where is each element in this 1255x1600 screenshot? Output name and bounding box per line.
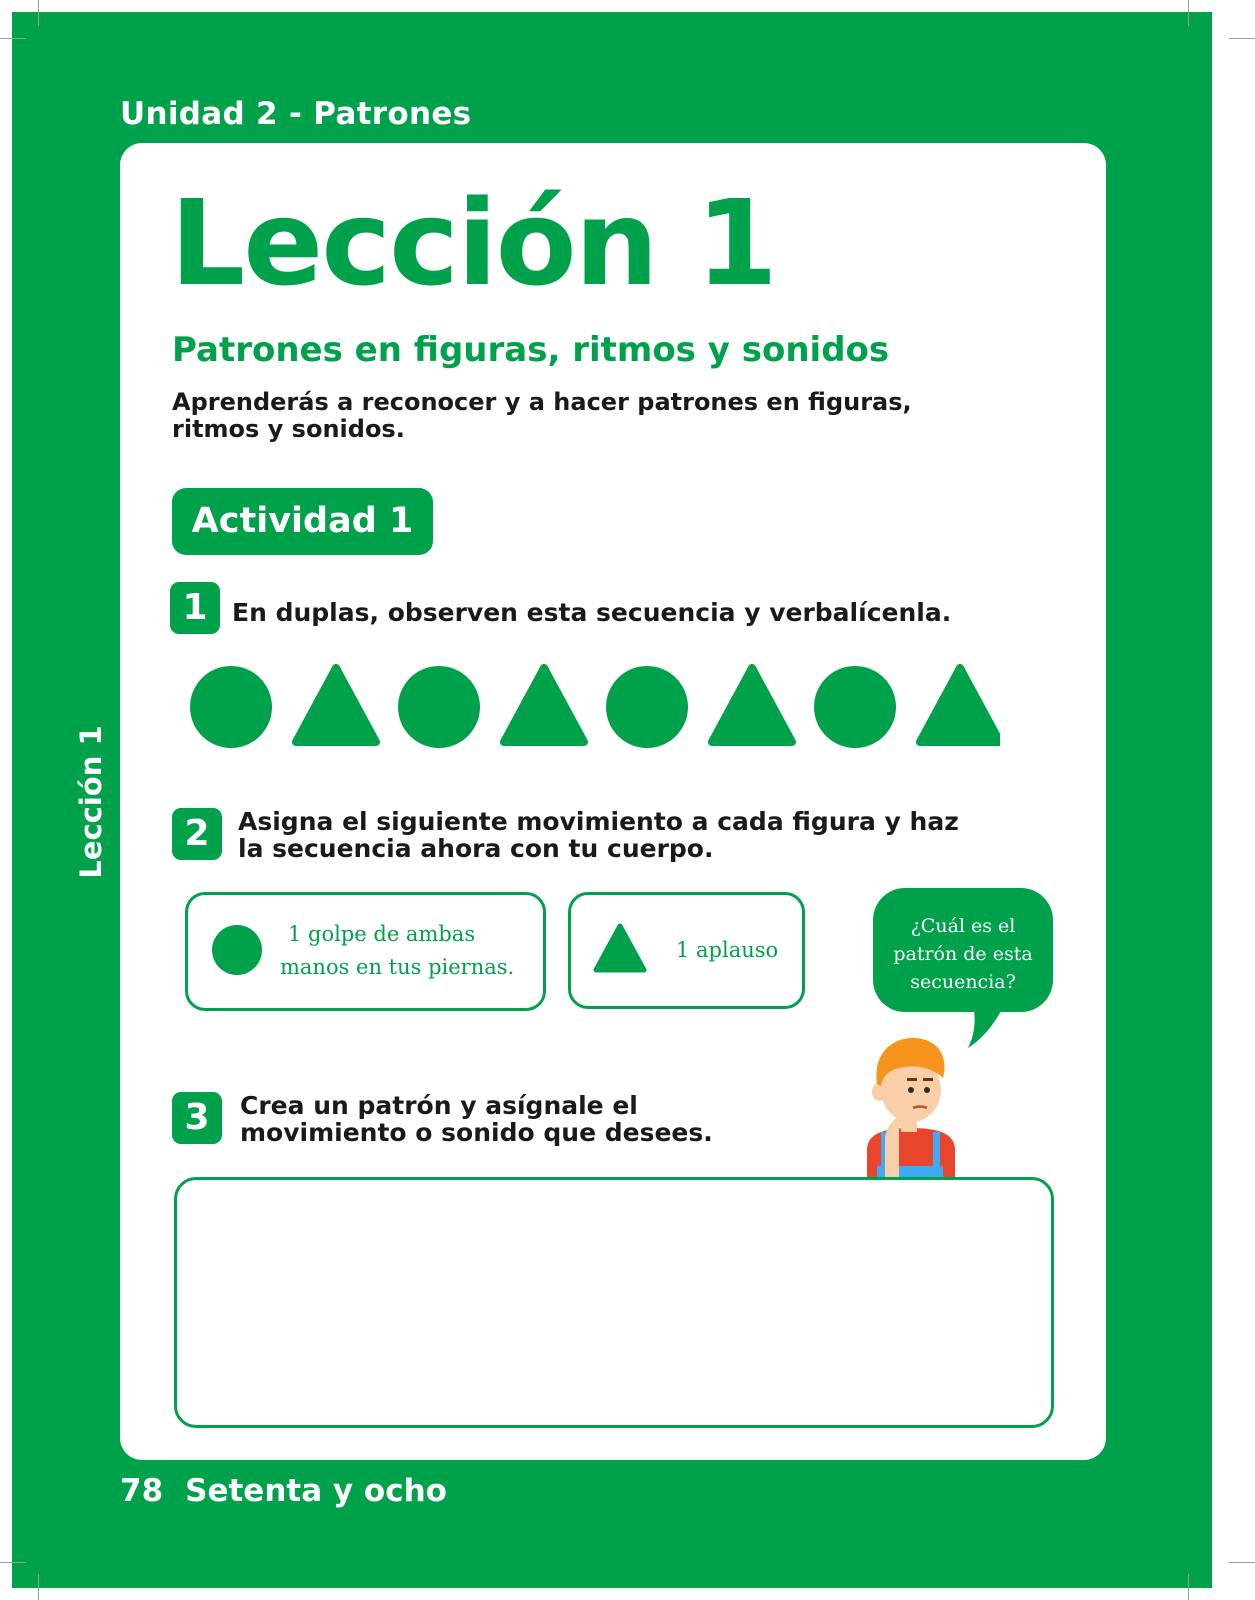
lesson-intro: [172, 389, 952, 443]
triangle-icon: [920, 668, 1000, 742]
crop-mark: [0, 1562, 26, 1563]
crop-mark: [38, 0, 39, 26]
side-tab-label: Lección 1: [74, 725, 108, 879]
triangle-icon: [592, 922, 648, 974]
step-3-text: [240, 1092, 713, 1146]
triangle-icon: [504, 668, 584, 742]
movement-triangle-text: [676, 934, 778, 967]
answer-box[interactable]: [174, 1177, 1054, 1428]
movement-text-line: 1 golpe de ambas: [288, 922, 476, 946]
speech-bubble-text: [873, 912, 1053, 996]
unit-title: Unidad 2 - Patrones: [120, 96, 472, 132]
bubble-line: patrón de esta: [893, 943, 1033, 965]
bubble-line: ¿Cuál es el: [910, 915, 1016, 937]
step-1-text: [232, 599, 951, 626]
shape-sequence: [190, 664, 1000, 750]
step-2-text: [238, 808, 959, 862]
lesson-title: Lección 1: [170, 174, 776, 312]
circle-icon: [814, 666, 896, 748]
crop-mark: [1188, 0, 1189, 26]
step-number-1: 1: [170, 582, 220, 634]
circle-icon: [398, 666, 480, 748]
triangle-icon: [296, 668, 376, 742]
bubble-line: secuencia?: [910, 971, 1016, 993]
side-tab: [66, 725, 116, 879]
step-number-2: 2: [172, 808, 222, 860]
step-text-line: la secuencia ahora con tu cuerpo.: [238, 834, 714, 863]
movement-text-line: manos en tus piernas.: [280, 955, 515, 979]
thinking-child-illustration: [855, 1028, 965, 1178]
crop-mark: [0, 38, 26, 39]
crop-mark: [1229, 38, 1255, 39]
page-number: 78: [120, 1473, 164, 1509]
circle-icon: [190, 666, 272, 748]
triangle-icon: [712, 668, 792, 742]
step-number-3: 3: [172, 1092, 222, 1144]
crop-mark: [1188, 1574, 1189, 1600]
page-footer: [120, 1473, 447, 1509]
movement-circle-text: [280, 918, 514, 984]
circle-icon: [211, 924, 263, 976]
step-text-line: En duplas, observen esta secuencia y verbalícenla.: [232, 598, 952, 627]
circle-icon: [606, 666, 688, 748]
crop-mark: [38, 1574, 39, 1600]
step-text-line: Asigna el siguiente movimiento a cada figura y haz: [238, 807, 959, 836]
lesson-subtitle: Patrones en figuras, ritmos y sonidos: [172, 330, 890, 370]
intro-line: ritmos y sonidos.: [172, 415, 405, 443]
activity-badge: Actividad 1: [172, 488, 433, 555]
step-text-line: movimiento o sonido que desees.: [240, 1118, 713, 1147]
intro-line: Aprenderás a reconocer y a hacer patrones en figuras,: [172, 388, 912, 416]
page-number-words: Setenta y ocho: [185, 1473, 447, 1509]
speech-bubble-tail: [964, 1000, 1014, 1050]
crop-mark: [1229, 1562, 1255, 1563]
step-text-line: Crea un patrón y asígnale el: [240, 1091, 638, 1120]
movement-text-line: 1 aplauso: [676, 938, 779, 962]
